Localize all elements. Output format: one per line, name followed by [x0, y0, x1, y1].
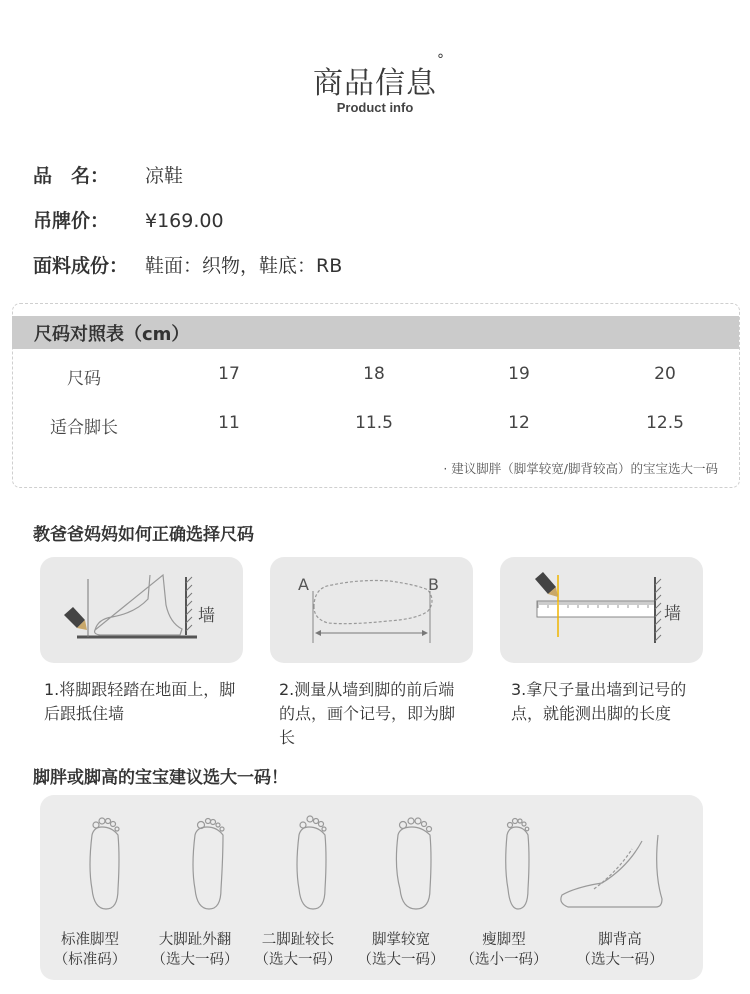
ruler-icon: [537, 601, 655, 617]
pencil-icon: [64, 607, 87, 630]
size-row-label: 适合脚长: [50, 418, 118, 438]
size-row-label: 尺码: [67, 369, 101, 389]
info-value: 鞋面：织物，鞋底：RB: [145, 255, 343, 277]
info-label: 面料成份：: [33, 255, 129, 277]
size-table-title: 尺码对照表（cm）: [34, 324, 190, 345]
point-a-label: A: [298, 575, 309, 594]
foot-type-name: 瘦脚型: [482, 932, 526, 948]
foot-outline-icon: [297, 816, 326, 909]
foot-type-caption: [30, 930, 150, 970]
foot-length-outline: [270, 557, 473, 663]
foot-type-tip: （选大一码）: [254, 952, 342, 968]
foot-outline-icon: [90, 818, 119, 909]
foot-outlines: [40, 795, 703, 935]
size-cell: 12: [508, 413, 530, 433]
info-value: 凉鞋: [145, 165, 184, 187]
foot-type-name: 脚掌较宽: [372, 932, 430, 948]
step-2-text: 2.测量从墙到脚的前后端的点，画个记号，即为脚长: [279, 680, 456, 747]
point-b-label: B: [428, 575, 439, 594]
wall-label: 墙: [198, 606, 215, 626]
foot-type-name: 大脚趾外翻: [158, 932, 232, 948]
size-cell: 11.5: [355, 413, 393, 433]
size-tip: · 建议脚胖（脚掌较宽/脚背较高）的宝宝选大一码: [443, 461, 718, 476]
foot-type-name: 脚背高: [598, 932, 642, 948]
foot-outline-icon: [396, 818, 431, 909]
pencil-icon: [535, 572, 558, 597]
size-cell: 12.5: [646, 413, 684, 433]
size-cell: 20: [654, 364, 676, 384]
size-cell: 18: [363, 364, 385, 384]
measure-section-title: 教爸爸妈妈如何正确选择尺码: [33, 525, 254, 545]
info-label: 品 名：: [33, 165, 110, 187]
page-subtitle: Product info: [336, 100, 414, 115]
info-row-price: [33, 206, 224, 233]
title-degree-mark: °: [437, 52, 445, 68]
foot-type-caption: [560, 930, 680, 970]
page-title: [0, 52, 750, 102]
step-3-illustration: [500, 557, 703, 663]
foot-outline-icon: [193, 819, 224, 910]
page-title-text: 商品信息: [313, 66, 437, 101]
foot-type-tip: （标准码）: [53, 952, 127, 968]
info-value: ¥169.00: [145, 210, 224, 232]
foot-type-caption: [135, 930, 255, 970]
foot-type-caption: [238, 930, 358, 970]
foot-type-caption: [444, 930, 564, 970]
size-cell: 11: [218, 413, 240, 433]
foot-type-tip: （选大一码）: [357, 952, 445, 968]
feet-section-title: 脚胖或脚高的宝宝建议选大一码！: [33, 768, 288, 788]
step-3-text: 3.拿尺子量出墙到记号的点，就能测出脚的长度: [511, 680, 687, 723]
info-label: 吊牌价：: [33, 210, 110, 232]
foot-type-name: 标准脚型: [61, 932, 119, 948]
foot-type-caption: [341, 930, 461, 970]
info-row-name: [33, 161, 183, 188]
foot-outline-icon: [506, 819, 529, 910]
foot-outline-icon: [561, 835, 662, 907]
info-row-material: [33, 251, 342, 278]
step-2-illustration: [270, 557, 473, 663]
size-cell: 19: [508, 364, 530, 384]
wall-label: 墙: [664, 604, 681, 624]
foot-type-tip: （选大一码）: [151, 952, 239, 968]
foot-type-tip: （选小一码）: [460, 952, 548, 968]
foot-type-tip: （选大一码）: [576, 952, 664, 968]
foot-type-name: 二脚趾较长: [261, 932, 335, 948]
step-1-illustration: [40, 557, 243, 663]
size-cell: 17: [218, 364, 240, 384]
step-1-text: 1.将脚跟轻踏在地面上，脚后跟抵住墙: [44, 680, 236, 723]
